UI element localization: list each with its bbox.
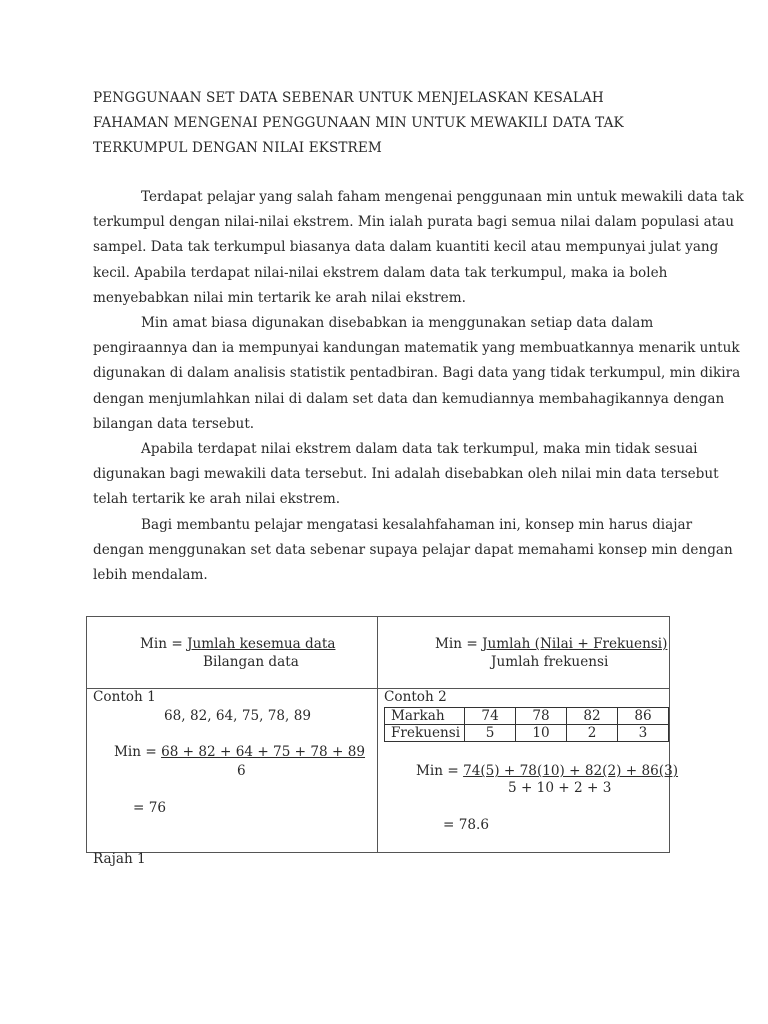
text-line: digunakan bagi mewakili data tersebut. Ini adalah disebabkan oleh nilai min data tersebut bbox=[93, 466, 719, 483]
text-line: pengiraannya dan ia mempunyai kandungan matematik yang membuatkannya menarik untuk bbox=[93, 340, 740, 357]
text-line: telah tertarik ke arah nilai ekstrem. bbox=[93, 491, 341, 508]
title-line: TERKUMPUL DENGAN NILAI EKSTREM bbox=[93, 140, 382, 156]
formula-prefix: Min = bbox=[435, 636, 483, 652]
table-cell: 82 bbox=[567, 708, 618, 725]
table-row bbox=[385, 708, 669, 725]
body-text bbox=[93, 185, 744, 588]
table-cell: 5 bbox=[465, 725, 516, 742]
example-2-formula bbox=[416, 762, 678, 780]
table-cell: Markah bbox=[385, 708, 465, 725]
text-line: sampel. Data tak terkumpul biasanya data dalam kuantiti kecil atau mempunyai julat yang bbox=[93, 239, 719, 256]
row-divider bbox=[87, 688, 669, 689]
formula-frequency bbox=[435, 635, 667, 653]
text-line: digunakan di dalam analisis statistik pentadbiran. Bagi data yang tidak terkumpul, min dikira bbox=[93, 365, 741, 382]
formula-numerator: Jumlah (Nilai + Frekuensi) bbox=[482, 636, 668, 652]
figure-caption: Rajah 1 bbox=[93, 851, 146, 867]
formula-prefix: Min = bbox=[416, 763, 464, 779]
table-cell: 78 bbox=[516, 708, 567, 725]
text-line: Min amat biasa digunakan disebabkan ia menggunakan setiap data dalam bbox=[141, 315, 654, 332]
column-divider bbox=[377, 617, 378, 852]
paragraph-3 bbox=[93, 437, 719, 513]
table-cell: 2 bbox=[567, 725, 618, 742]
formula-denominator: 5 + 10 + 2 + 3 bbox=[508, 780, 612, 796]
title-line: FAHAMAN MENGENAI PENGGUNAAN MIN UNTUK MEWAKILI DATA TAK bbox=[93, 115, 624, 131]
text-line: dengan menjumlahkan nilai di dalam set data dan kemudiannya membahagikannya dengan bbox=[93, 390, 725, 407]
text-line: Bagi membantu pelajar mengatasi kesalahfahaman ini, konsep min harus diajar bbox=[141, 516, 693, 533]
text-line: dengan menggunakan set data sebenar supaya pelajar dapat memahami konsep min dengan bbox=[93, 541, 733, 558]
example-2-result: = 78.6 bbox=[443, 817, 489, 833]
table-row bbox=[385, 725, 669, 742]
formula-numerator: Jumlah kesemua data bbox=[187, 636, 336, 652]
table-cell: 86 bbox=[618, 708, 669, 725]
formula-simple bbox=[140, 635, 335, 653]
formula-denominator: 6 bbox=[237, 763, 246, 779]
text-line: menyebabkan nilai min tertarik ke arah nilai ekstrem. bbox=[93, 289, 466, 306]
formula-prefix: Min = bbox=[114, 744, 162, 760]
text-line: bilangan data tersebut. bbox=[93, 415, 255, 432]
formula-numerator: 74(5) + 78(10) + 82(2) + 86(3) bbox=[463, 763, 679, 779]
table-cell: 3 bbox=[618, 725, 669, 742]
title-line: PENGGUNAAN SET DATA SEBENAR UNTUK MENJELASKAN KESALAH bbox=[93, 90, 604, 106]
table-cell: 10 bbox=[516, 725, 567, 742]
paragraph-4 bbox=[93, 513, 733, 589]
formula-denominator: Jumlah frekuensi bbox=[491, 654, 609, 670]
table-cell: Frekuensi bbox=[385, 725, 465, 742]
example-2-label: Contoh 2 bbox=[384, 689, 447, 705]
text-line: kecil. Apabila terdapat nilai-nilai ekstrem dalam data tak terkumpul, maka ia boleh bbox=[93, 264, 668, 281]
text-line: terkumpul dengan nilai-nilai ekstrem. Min ialah purata bagi semua nilai dalam populasi atau bbox=[93, 214, 735, 231]
table-cell: 74 bbox=[465, 708, 516, 725]
figure-table bbox=[86, 616, 679, 853]
document-title bbox=[93, 86, 693, 161]
text-line: lebih mendalam. bbox=[93, 567, 208, 584]
example-1-label: Contoh 1 bbox=[93, 689, 156, 705]
formula-prefix: Min = bbox=[140, 636, 188, 652]
example-1-formula bbox=[114, 743, 365, 761]
text-line: Terdapat pelajar yang salah faham mengenai penggunaan min untuk mewakili data tak bbox=[141, 189, 744, 205]
paragraph-2 bbox=[93, 311, 741, 437]
example-1-result: = 76 bbox=[133, 800, 167, 816]
frequency-table bbox=[384, 707, 669, 742]
text-line: Apabila terdapat nilai ekstrem dalam data tak terkumpul, maka min tidak sesuai bbox=[141, 441, 698, 458]
formula-denominator: Bilangan data bbox=[203, 654, 299, 670]
formula-numerator: 68 + 82 + 64 + 75 + 78 + 89 bbox=[161, 744, 366, 760]
example-1-data: 68, 82, 64, 75, 78, 89 bbox=[164, 708, 311, 724]
paragraph-1 bbox=[93, 185, 744, 311]
